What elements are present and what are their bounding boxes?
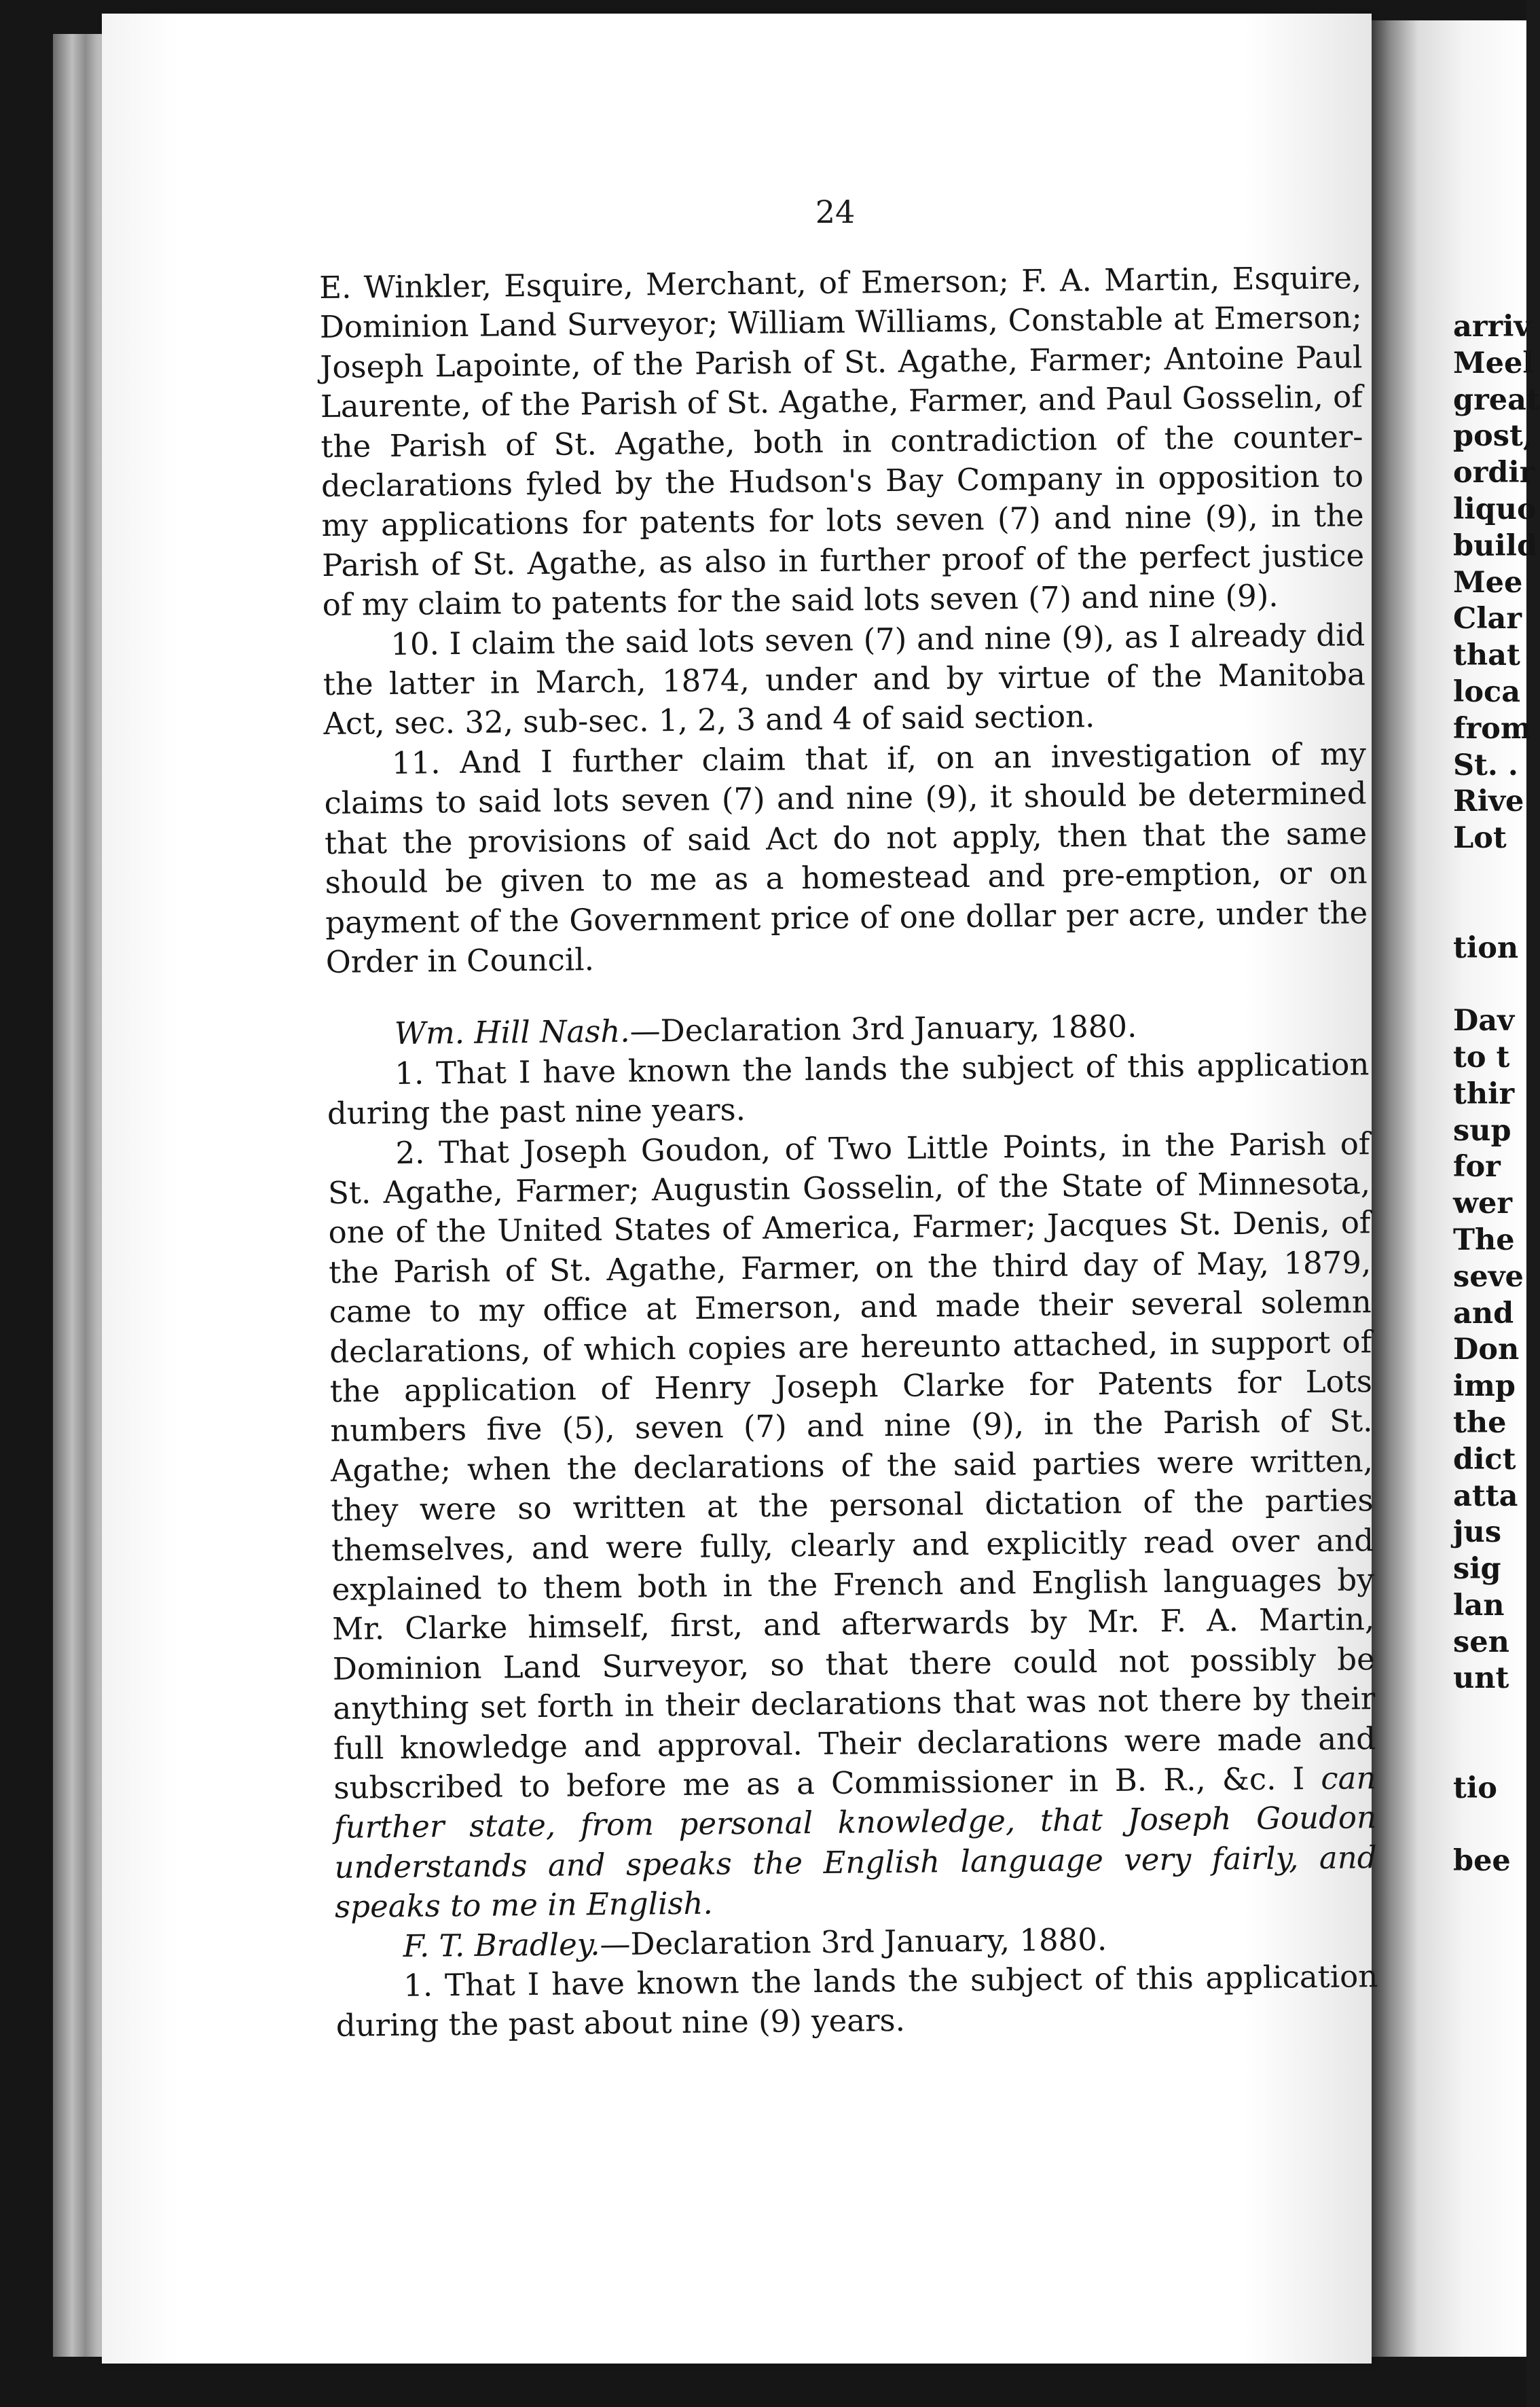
paragraph-bradley-1: 1. That I have known the lands the subject of this application during the past about nine (9) years. bbox=[335, 1958, 1378, 2044]
adjacent-fragment bbox=[1453, 857, 1526, 894]
adjacent-fragment: tio bbox=[1453, 1771, 1497, 1805]
adjacent-fragment: Meel bbox=[1453, 346, 1534, 380]
paragraph-claim-11: 11. And I further claim that if, on an investigation of my claims to said lots seven (7) and nine (9), it should be determined that the provisions of said Act do not apply, then that the same should be given to me as a homestead and pre-emption, or on payment of the Government price of one dollar per acre, under the Order in Council. bbox=[324, 736, 1368, 980]
adjacent-fragment bbox=[1453, 1807, 1526, 1844]
adjacent-fragment: post, bbox=[1453, 419, 1533, 454]
adjacent-fragment: build bbox=[1453, 528, 1538, 563]
adjacent-fragment: The bbox=[1453, 1223, 1515, 1257]
adjacent-fragment: atta bbox=[1453, 1479, 1518, 1513]
binding-edge bbox=[53, 34, 107, 2357]
paragraph-claim-10: 10. I claim the said lots seven (7) and nine (9), as I already did the latter in March, 1874, under and by virtue of the Manitoba Act, sec. 32, sub-sec. 1, 2, 3 and 4 of said section. bbox=[323, 616, 1366, 742]
adjacent-fragment: unt bbox=[1453, 1661, 1509, 1696]
adjacent-fragment: sen bbox=[1453, 1625, 1509, 1659]
paragraph-nash-1: 1. That I have known the lands the subject of this application during the past nine years. bbox=[327, 1045, 1370, 1132]
adjacent-fragment: dict bbox=[1453, 1442, 1516, 1477]
adjacent-fragment: arriv bbox=[1453, 310, 1531, 344]
adjacent-fragment: Mee bbox=[1453, 565, 1523, 600]
adjacent-fragment bbox=[1453, 966, 1526, 1003]
declaration-date: —Declaration 3rd January, 1880. bbox=[600, 1921, 1107, 1962]
adjacent-fragment: tion bbox=[1453, 930, 1519, 965]
adjacent-fragment: liquo bbox=[1453, 492, 1537, 526]
adjacent-fragment bbox=[1453, 894, 1526, 930]
page-number: 24 bbox=[815, 194, 856, 230]
declarant-name: F. T. Bradley. bbox=[403, 1925, 600, 1964]
adjacent-fragment: that bbox=[1453, 638, 1520, 673]
adjacent-fragment: from bbox=[1453, 711, 1532, 746]
adjacent-fragment: for bbox=[1453, 1150, 1501, 1184]
adjacent-fragment: imp bbox=[1453, 1369, 1516, 1404]
adjacent-fragment: ordir bbox=[1453, 456, 1535, 490]
adjacent-fragment bbox=[1453, 1697, 1526, 1734]
adjacent-fragment: sig bbox=[1453, 1552, 1501, 1587]
adjacent-fragment: the bbox=[1453, 1405, 1507, 1440]
declarant-name: Wm. Hill Nash. bbox=[394, 1013, 630, 1052]
adjacent-fragment: seve bbox=[1453, 1259, 1524, 1294]
body-text bbox=[319, 258, 1378, 2046]
adjacent-fragment: loca bbox=[1453, 674, 1521, 709]
adjacent-fragment: and bbox=[1453, 1296, 1514, 1331]
adjacent-page-text bbox=[1453, 309, 1540, 1880]
adjacent-fragment: Don bbox=[1453, 1333, 1520, 1367]
adjacent-fragment: Clar bbox=[1453, 602, 1522, 636]
paragraph-text: 2. That Joseph Goudon, of Two Little Points, in the Parish of St. Agathe, Farmer; Augustin Gosselin, of the State of Minnesota, one of the United States of America, Farmer; Jacques St. Denis, of the Parish of St. Agathe, Farmer, on the third day of May, 1879, came to my office at Emerson, and made their several solemn declarations, of which copies are hereunto attached, in support of the application of Henry Joseph Clarke for Patents for Lots numbers five (5), seven (7) and nine (9), in the Parish of St. Agathe; when the declarations of the said parties were written, they were so written at the personal dictation of the parties themselves, and were fully, clearly and explicitly read over and explained to them both in the French and English languages by Mr. Clarke himself, first, and afterwards by Mr. F. A. Martin, Dominion Land Surveyor, so that there could not possibly be anything set forth in their declarations that was not there by their full knowledge and approval. Their declarations were made and subscribed to before me as a Commissioner in B. R., &c. I bbox=[327, 1125, 1376, 1806]
adjacent-fragment: great bbox=[1453, 382, 1540, 417]
adjacent-fragment: lan bbox=[1453, 1588, 1505, 1623]
adjacent-fragment bbox=[1453, 1734, 1526, 1771]
adjacent-fragment: Lot bbox=[1453, 821, 1507, 856]
adjacent-fragment: St. . bbox=[1453, 748, 1518, 782]
italic-statement: can further state, from personal knowledge, that Joseph Goudon understands and speaks the English language very fairly, and speaks to me in English. bbox=[333, 1760, 1377, 1925]
adjacent-fragment: sup bbox=[1453, 1113, 1511, 1148]
adjacent-fragment: wer bbox=[1453, 1187, 1513, 1221]
adjacent-fragment: to t bbox=[1453, 1040, 1510, 1074]
paragraph-continuation: E. Winkler, Esquire, Merchant, of Emerson; F. A. Martin, Esquire, Dominion Land Surveyor; William Williams, Constable at Emerson; Joseph Lapointe, of the Parish of St. Agathe, Farmer; Antoine Paul Laurente, of the Parish of St. Agathe, Farmer, and Paul Gosselin, of the Parish of St. Agathe, both in contradiction of the counter-declarations fyled by the Hudson's Bay Company in opposition to my applications for patents for lots seven (7) and nine (9), in the Parish of St. Agathe, as also in further proof of the perfect justice of my claim to patents for the said lots seven (7) and nine (9). bbox=[319, 259, 1365, 623]
adjacent-fragment: bee bbox=[1453, 1844, 1511, 1879]
adjacent-fragment: jus bbox=[1453, 1515, 1502, 1550]
adjacent-fragment: thir bbox=[1453, 1076, 1515, 1111]
paragraph-nash-2 bbox=[327, 1124, 1377, 1928]
adjacent-fragment: Dav bbox=[1453, 1004, 1515, 1038]
declaration-date: —Declaration 3rd January, 1880. bbox=[629, 1008, 1137, 1049]
adjacent-fragment: Rive bbox=[1453, 784, 1524, 819]
